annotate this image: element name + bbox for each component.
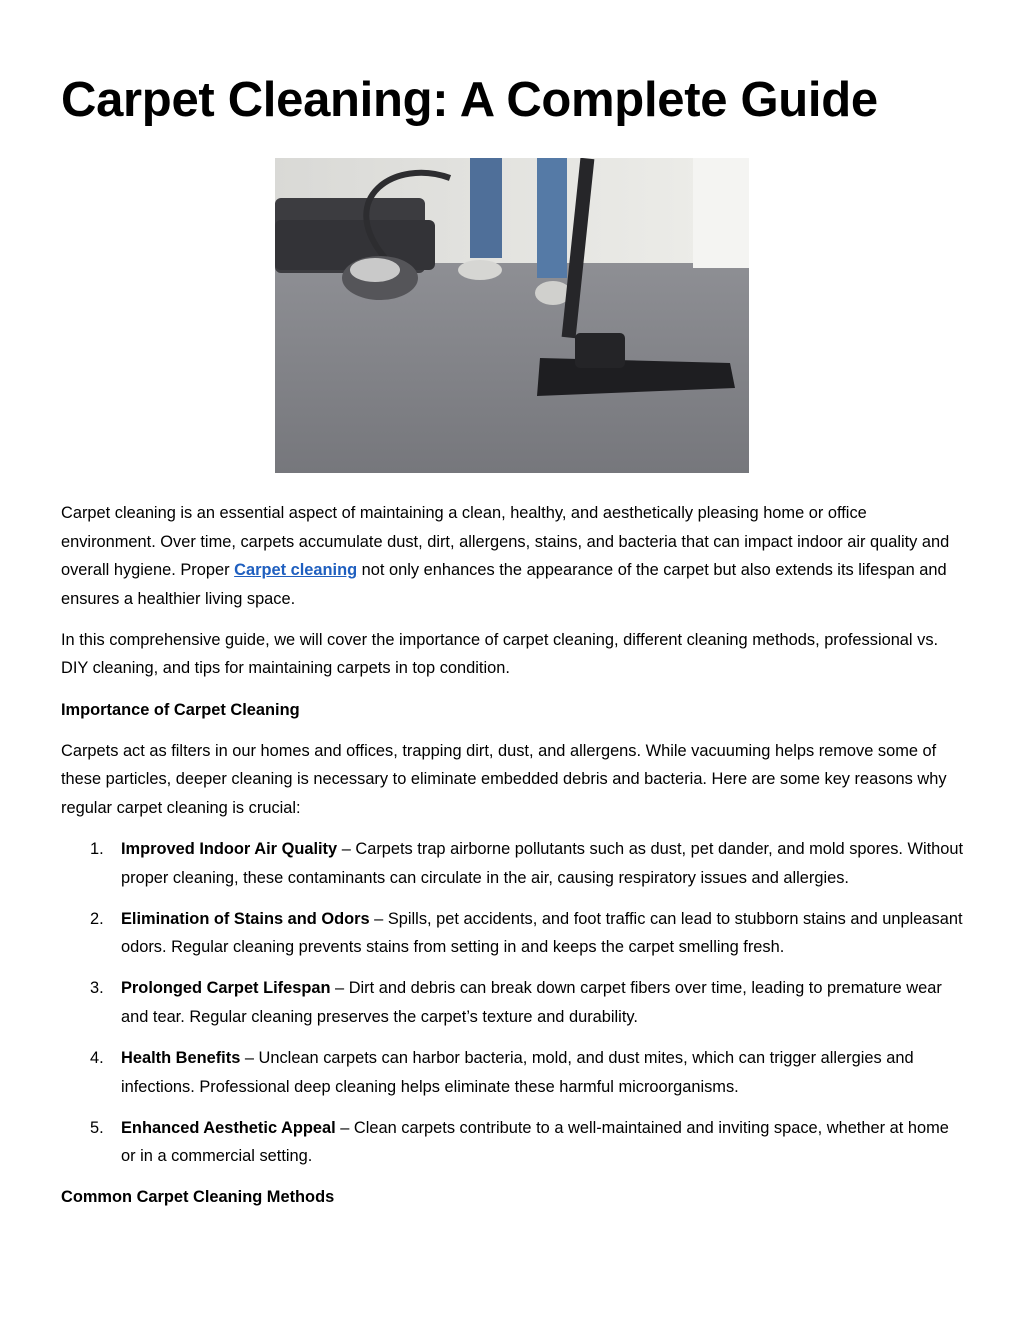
intro-text-end: not only enhances the appearance of the carpet but also extends its lifespan and ensures a healthier living space.: [61, 561, 947, 608]
list-item-text: – Dirt and debris can break down carpet fibers over time, leading to premature wear and tear. Regular cleaning preserves the carpet’s texture and durability.: [121, 979, 942, 1026]
list-number: 3.: [90, 979, 104, 998]
list-item: [61, 905, 966, 962]
list-item-title: Improved Indoor Air Quality: [121, 839, 338, 858]
guide-paragraph: In this comprehensive guide, we will cover the importance of carpet cleaning, different cleaning methods, professional vs. DIY cleaning, and tips for maintaining carpets in top condition.: [61, 630, 939, 678]
list-number: 1.: [90, 839, 104, 858]
list-number: 2.: [90, 909, 104, 928]
list-number: 4.: [90, 1049, 104, 1067]
vacuum-cleaner-photo: [275, 158, 749, 473]
list-item: [61, 835, 966, 892]
list-item: [61, 1044, 966, 1101]
carpet-cleaning-link[interactable]: Carpet cleaning: [234, 561, 358, 580]
list-item: [61, 974, 966, 1031]
reasons-list: [61, 835, 966, 1171]
list-item-text: – Unclean carpets can harbor bacteria, mold, and dust mites, which can trigger allergies and infections. Professional deep cleaning helps eliminate these harmful microorganisms.: [121, 1049, 914, 1096]
page-title: Carpet Cleaning: A Complete Guide: [61, 73, 878, 127]
intro-paragraph: [61, 499, 966, 613]
list-item-title: Prolonged Carpet Lifespan: [121, 979, 331, 998]
list-item-title: Health Benefits: [121, 1049, 241, 1067]
article-body: [61, 499, 966, 1224]
list-item-text: – Carpets trap airborne pollutants such as dust, pet dander, and mold spores. Without proper cleaning, these contaminants can circulate in the air, causing respiratory issues and allergies.: [121, 839, 964, 887]
importance-paragraph: Carpets act as filters in our homes and offices, trapping dirt, dust, and allergens. While vacuuming helps remove some of these particles, deeper cleaning is necessary to eliminate embedded debris and bacteria. Here are some key reasons why regular carpet cleaning is crucial:: [61, 741, 947, 817]
list-number: 5.: [90, 1118, 104, 1137]
list-item-title: Enhanced Aesthetic Appeal: [121, 1118, 336, 1137]
section-heading-methods: Common Carpet Cleaning Methods: [61, 1188, 335, 1207]
intro-text-start: Carpet cleaning is an essential aspect of maintaining a clean, healthy, and aesthetically pleasing home or office environment. Over time, carpets accumulate dust, dirt, allergens, stains, and bacteria that can impact indoor air quality and overall hygiene. Proper: [61, 504, 950, 580]
list-item-title: Elimination of Stains and Odors: [121, 909, 370, 928]
section-heading-importance: Importance of Carpet Cleaning: [61, 700, 300, 719]
list-item: [61, 1114, 966, 1171]
list-item-text: – Clean carpets contribute to a well-maintained and inviting space, whether at home or in a commercial setting.: [121, 1118, 949, 1166]
list-item-text: – Spills, pet accidents, and foot traffic can lead to stubborn stains and unpleasant odors. Regular cleaning prevents stains from setting in and keeps the carpet smelling fresh.: [121, 909, 963, 957]
